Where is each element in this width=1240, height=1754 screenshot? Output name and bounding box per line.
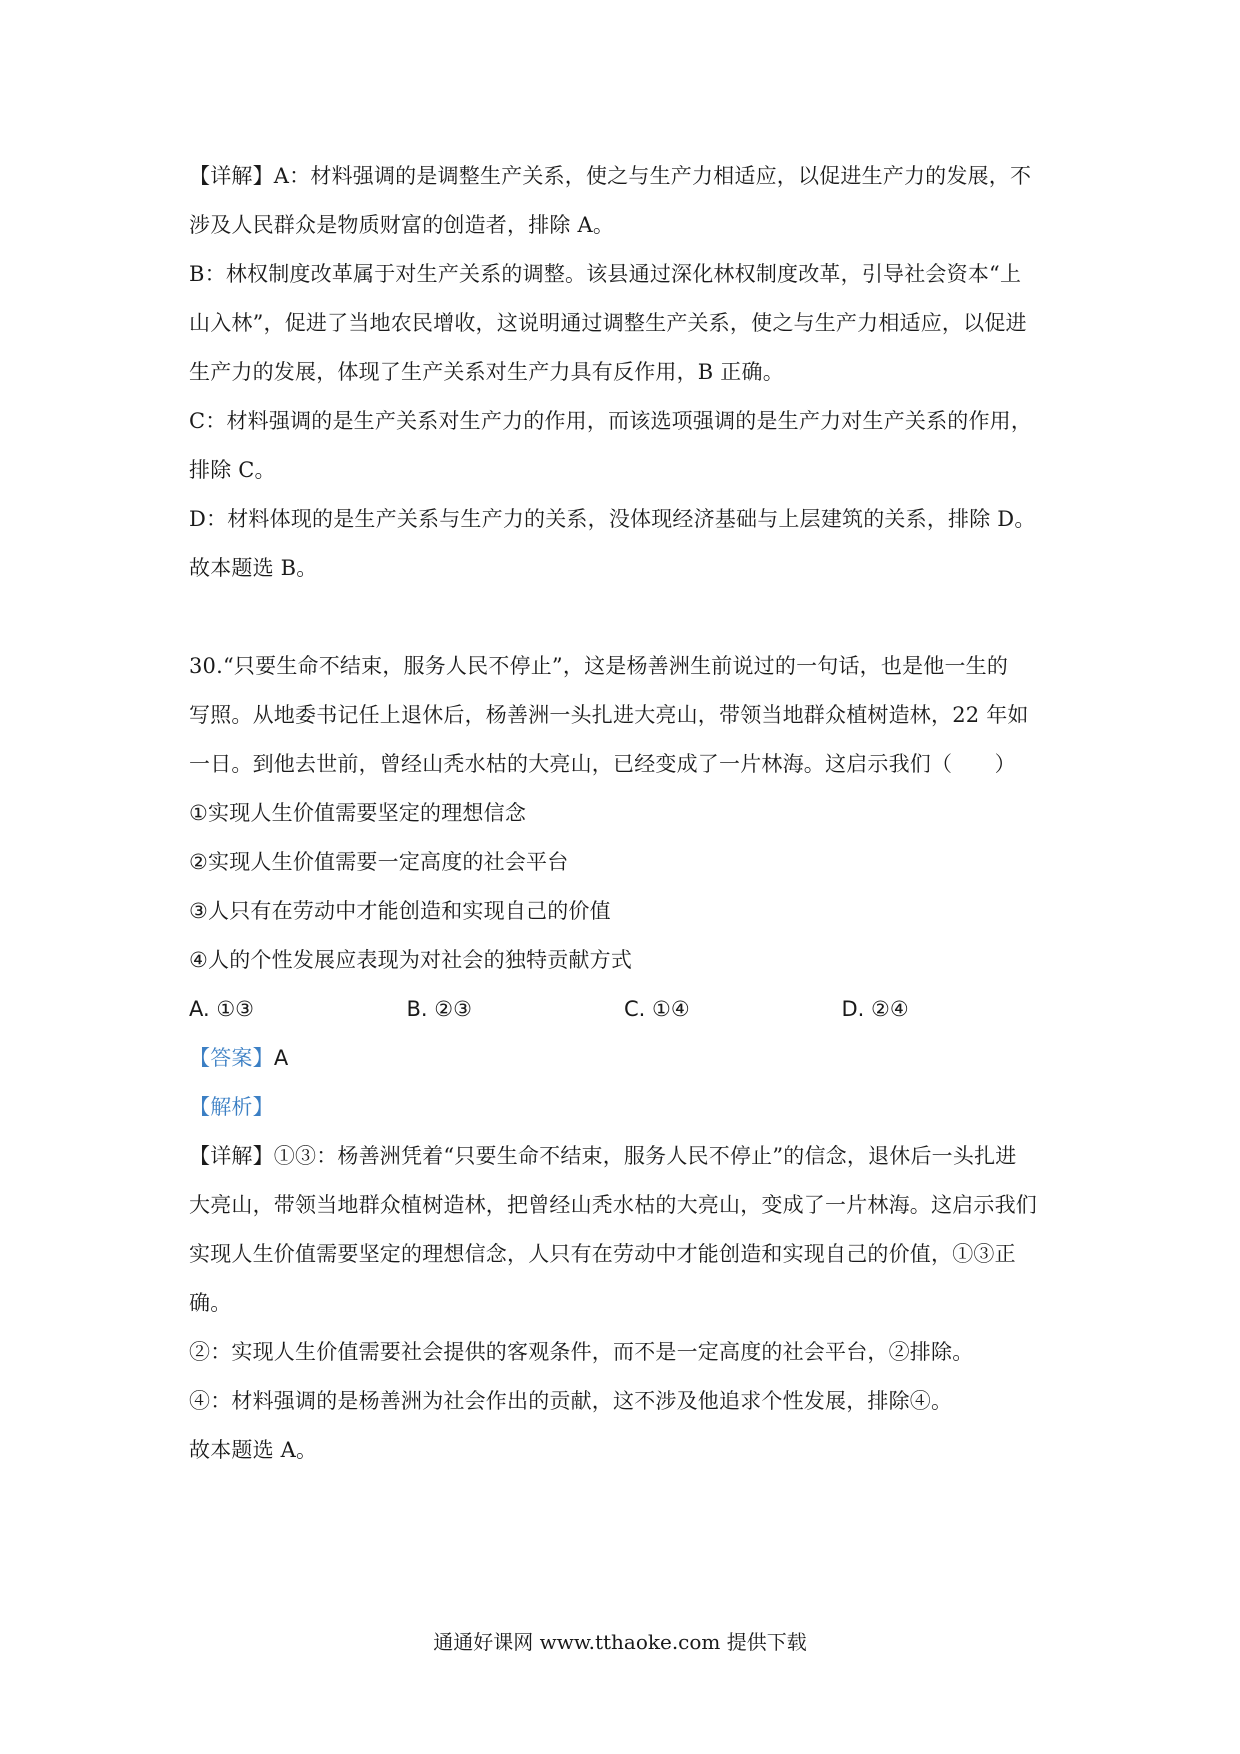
q29-detail-line: 排除 C。 xyxy=(189,458,276,482)
q29-detail-section xyxy=(189,152,1059,593)
option-a: A. ①③ xyxy=(189,997,254,1021)
q30-detail-line: 故本题选 A。 xyxy=(189,1438,318,1462)
option-d: D. ②④ xyxy=(841,997,909,1021)
section-spacer xyxy=(189,593,1059,642)
q29-detail-line: 涉及人民群众是物质财富的创造者，排除 A。 xyxy=(189,213,615,237)
q29-detail-line: 生产力的发展，体现了生产关系对生产力具有反作用，B 正确。 xyxy=(189,360,784,384)
q30-options xyxy=(189,985,1059,1034)
q29-detail-line: 山入林”，促进了当地农民增收，这说明通过调整生产关系，使之与生产力相适应，以促进 xyxy=(189,311,1027,335)
q30-detail-line: 【详解】①③：杨善洲凭着“只要生命不结束，服务人民不停止”的信念，退休后一头扎进 xyxy=(189,1144,1017,1168)
analysis-label: 【解析】 xyxy=(189,1095,274,1119)
q30-detail-line: 确。 xyxy=(189,1291,232,1315)
q30-detail-line: 实现人生价值需要坚定的理想信念，人只有在劳动中才能创造和实现自己的价值，①③正 xyxy=(189,1242,1016,1266)
answer-label: 【答案】 xyxy=(189,1046,274,1070)
q30-detail-line: ④：材料强调的是杨善洲为社会作出的贡献，这不涉及他追求个性发展，排除④。 xyxy=(189,1389,953,1413)
q30-stem-line: 一日。到他去世前，曾经山秃水枯的大亮山，已经变成了一片林海。这启示我们（ ） xyxy=(189,752,1016,776)
analysis-line xyxy=(189,1083,1059,1132)
q30-statement-1: ①实现人生价值需要坚定的理想信念 xyxy=(189,801,527,825)
q30-stem-line: 30.“只要生命不结束，服务人民不停止”，这是杨善洲生前说过的一句话，也是他一生的 xyxy=(189,654,1009,678)
q29-detail-line: D：材料体现的是生产关系与生产力的关系，没体现经济基础与上层建筑的关系，排除 D。 xyxy=(189,507,1036,531)
q30-stem-line: 写照。从地委书记任上退休后，杨善洲一头扎进大亮山，带领当地群众植树造林，22 年如 xyxy=(189,703,1029,727)
q30-statement-2: ②实现人生价值需要一定高度的社会平台 xyxy=(189,850,569,874)
answer-line xyxy=(189,1034,1059,1083)
option-c: C. ①④ xyxy=(624,997,690,1021)
q29-detail-line: 故本题选 B。 xyxy=(189,556,318,580)
q29-detail-line: B：林权制度改革属于对生产关系的调整。该县通过深化林权制度改革，引导社会资本“上 xyxy=(189,262,1022,286)
option-b: B. ②③ xyxy=(406,997,472,1021)
q30-statement-4: ④人的个性发展应表现为对社会的独特贡献方式 xyxy=(189,948,633,972)
q30-detail-line: 大亮山，带领当地群众植树造林，把曾经山秃水枯的大亮山，变成了一片林海。这启示我们 xyxy=(189,1193,1037,1217)
document-page xyxy=(189,152,1059,1475)
q29-detail-line: 【详解】A：材料强调的是调整生产关系，使之与生产力相适应，以促进生产力的发展，不 xyxy=(189,164,1032,188)
q30-statement-3: ③人只有在劳动中才能创造和实现自己的价值 xyxy=(189,899,611,923)
page-footer: 通通好课网 www.tthaoke.com 提供下载 xyxy=(433,1630,807,1654)
q30-detail-line: ②：实现人生价值需要社会提供的客观条件，而不是一定高度的社会平台，②排除。 xyxy=(189,1340,974,1364)
answer-value: A xyxy=(273,1046,289,1070)
q29-detail-line: C：材料强调的是生产关系对生产力的作用，而该选项强调的是生产力对生产关系的作用， xyxy=(189,409,1033,433)
q30-section xyxy=(189,642,1059,1475)
